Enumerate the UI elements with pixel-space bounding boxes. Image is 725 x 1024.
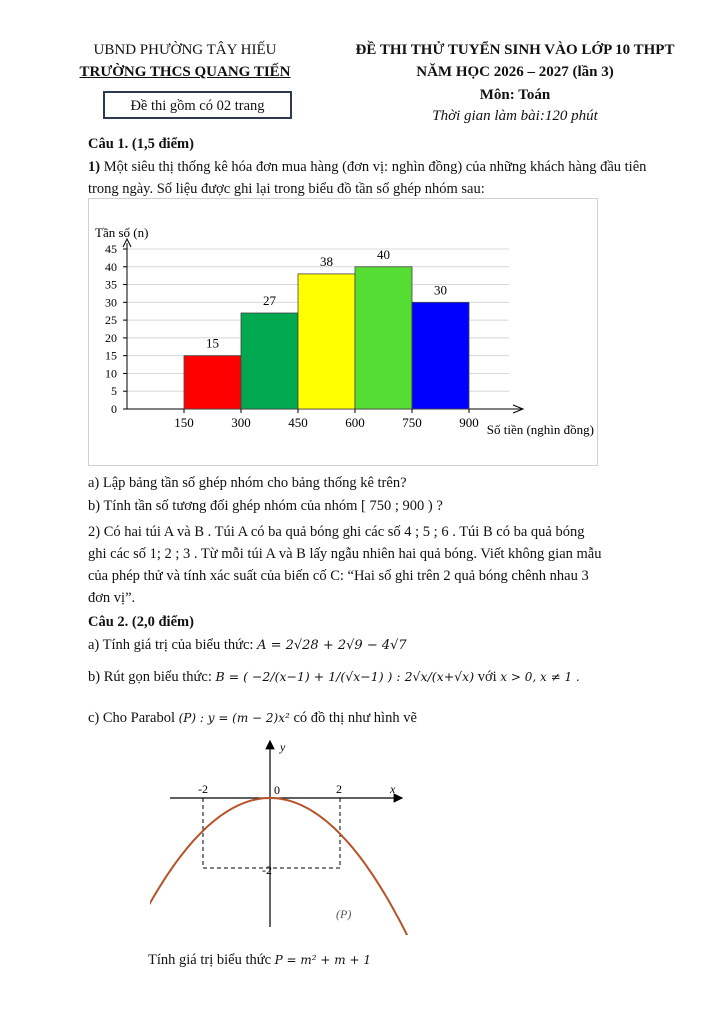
school-name: TRƯỜNG THCS QUANG TIẾN xyxy=(79,64,291,80)
histogram-bar xyxy=(184,356,241,409)
x-tick-label: 450 xyxy=(288,415,308,430)
q1-part1-text: Một siêu thị thống kê hóa đơn mua hàng (đơn vị: nghìn đồng) của những khách hàng đầu tiên trong ngày. Số liệu được ghi lại trong biểu đồ tần số ghép nhóm sau: xyxy=(88,159,647,197)
x-tick-label: 900 xyxy=(459,415,479,430)
y-axis-label: y xyxy=(280,740,286,754)
q1-part-b: b) Tính tần số tương đối ghép nhóm của nhóm [ 750 ; 900 ) ? xyxy=(88,498,443,514)
x-tick-label: 750 xyxy=(402,415,422,430)
y-axis-label: Tần số (n) xyxy=(95,225,149,240)
y-tick-label: 45 xyxy=(105,242,117,256)
q2-part-a-label: a) Tính giá trị của biểu thức: xyxy=(88,637,254,653)
histogram-bar xyxy=(298,274,355,409)
histogram-frame xyxy=(88,198,598,466)
q2-part-c-tail: có đồ thị như hình vẽ xyxy=(293,710,417,726)
tick-y-neg2: -2 xyxy=(262,863,272,877)
y-tick-label: 10 xyxy=(105,366,117,381)
parabola-curve xyxy=(150,798,420,935)
bar-value-label: 15 xyxy=(206,335,219,351)
y-tick-label: 40 xyxy=(105,259,117,274)
origin-label: 0 xyxy=(274,783,280,797)
y-tick-label: 30 xyxy=(105,295,117,310)
x-tick-label: 300 xyxy=(231,415,251,430)
school-year: NĂM HỌC 2026 – 2027 (lần 3) xyxy=(416,64,614,80)
q1-part1-number: 1) xyxy=(88,159,101,175)
x-axis-label: Số tiền (nghìn đồng) xyxy=(486,422,594,437)
y-tick-label: 35 xyxy=(105,277,117,292)
q1-intro xyxy=(88,156,663,200)
q2-part-a-expression: A = 2√28 + 2√9 − 4√7 xyxy=(257,638,407,653)
bar-value-label: 27 xyxy=(263,293,276,308)
final-question xyxy=(148,952,371,969)
q1-part2-line3: của phép thử và tính xác suất của biến cố C: “Hai số ghi trên 2 quả bóng chênh nhau 3 xyxy=(88,568,589,584)
q2-part-b xyxy=(88,666,688,688)
final-question-label: Tính giá trị biểu thức xyxy=(148,952,272,968)
histogram-bar xyxy=(241,313,298,409)
histogram-bar xyxy=(355,267,412,409)
y-tick-label: 25 xyxy=(105,313,117,328)
q2-part-a xyxy=(88,634,648,657)
q2-part-b-label: b) Rút gọn biểu thức: xyxy=(88,669,212,685)
exam-time: Thời gian làm bài:120 phút xyxy=(432,108,598,124)
x-axis-label: x xyxy=(390,782,396,796)
q1-part-a: a) Lập bảng tần số ghép nhóm cho bảng thống kê trên? xyxy=(88,475,407,491)
q2-part-c xyxy=(88,707,648,729)
school-authority: UBND PHƯỜNG TÂY HIẾU xyxy=(93,42,277,58)
q1-title: Câu 1. (1,5 điểm) xyxy=(88,136,194,152)
q1-part2-line4: đơn vị”. xyxy=(88,590,136,606)
tick-2: 2 xyxy=(336,782,342,796)
final-question-expression: P = m² + m + 1 xyxy=(274,953,371,967)
y-tick-label: 0 xyxy=(111,402,117,416)
q1-part2-line1: 2) Có hai túi A và B . Túi A có ba quả bóng ghi các số 4 ; 5 ; 6 . Túi B có ba quả bóng xyxy=(88,524,585,540)
q2-part-c-expression: (P) : y = (m − 2)x² xyxy=(178,711,290,725)
q2-title: Câu 2. (2,0 điểm) xyxy=(88,614,194,630)
q2-part-b-expression: B = ( −2/(x−1) + 1/(√x−1) ) : 2√x/(x+√x) xyxy=(215,669,475,684)
bar-value-label: 40 xyxy=(377,246,390,262)
parabola-graph xyxy=(150,735,420,935)
y-tick-label: 20 xyxy=(105,330,117,345)
pages-box: Đề thi gồm có 02 trang xyxy=(103,91,292,119)
subject: Môn: Toán xyxy=(479,87,551,103)
histogram-bar xyxy=(412,302,469,409)
frequency-histogram xyxy=(89,199,599,467)
q2-part-b-condition: x > 0, x ≠ 1 . xyxy=(500,670,580,684)
q1-part2-line2: ghi các số 1; 2 ; 3 . Từ mỗi túi A và B lấy ngẫu nhiên hai quả bóng. Viết không gian mẫu xyxy=(88,546,602,562)
bar-value-label: 30 xyxy=(434,282,447,298)
tick-neg2: -2 xyxy=(198,782,208,796)
x-tick-label: 600 xyxy=(345,415,365,430)
bar-value-label: 38 xyxy=(320,253,333,269)
curve-label: (P) xyxy=(336,907,352,921)
q2-part-b-condition-word: với xyxy=(477,669,497,685)
exam-title: ĐỀ THI THỬ TUYỂN SINH VÀO LỚP 10 THPT xyxy=(355,42,675,58)
y-tick-label: 15 xyxy=(105,348,117,363)
q2-part-c-label: c) Cho Parabol xyxy=(88,710,175,726)
x-tick-label: 150 xyxy=(174,415,194,430)
y-tick-label: 5 xyxy=(111,384,117,399)
